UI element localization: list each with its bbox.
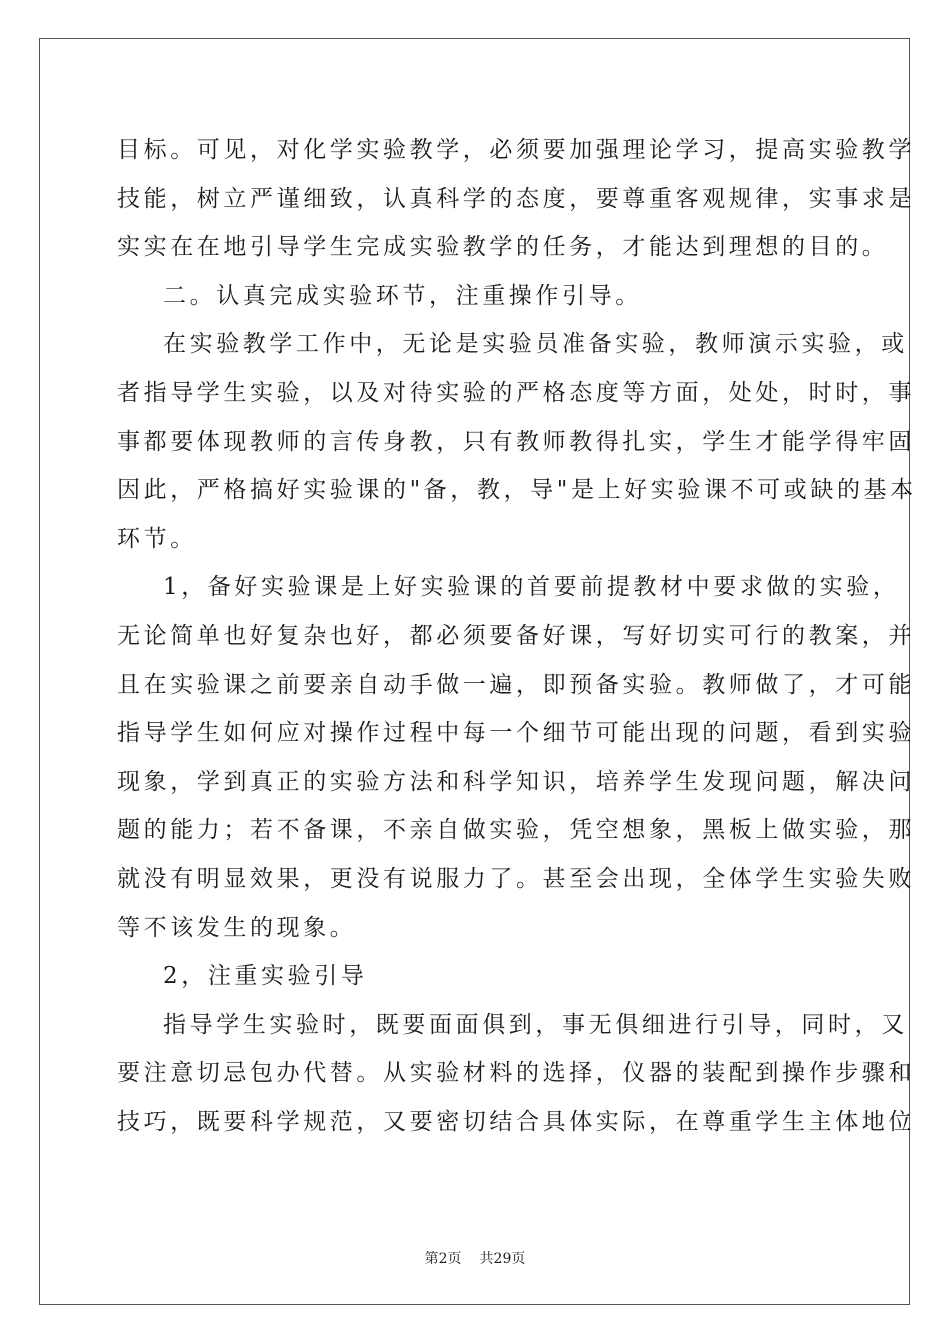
text-line: 实实在在地引导学生完成实验教学的任务，才能达到理想的目的。	[117, 234, 889, 261]
text-line: 者指导学生实验，以及对待实验的严格态度等方面，处处，时时，事	[117, 379, 915, 406]
text-line: 环节。	[117, 525, 197, 552]
text-line: 1，备好实验课是上好实验课的首要前提教材中要求做的实验，	[163, 574, 900, 601]
text-line: 技巧，既要科学规范，又要密切结合具体实际，在尊重学生主体地位	[117, 1108, 915, 1135]
text-line: 就没有明显效果，更没有说服力了。甚至会出现，全体学生实验失败	[117, 865, 915, 892]
text-line: 等不该发生的现象。	[117, 914, 357, 941]
text-line: 指导学生实验时，既要面面俱到，事无俱细进行引导，同时，又	[163, 1011, 908, 1038]
text-line: 因此，严格搞好实验课的"备，教，导"是上好实验课不可或缺的基本	[117, 477, 917, 504]
text-line: 2，注重实验引导	[163, 963, 368, 990]
text-line: 事都要体现教师的言传身教，只有教师教得扎实，学生才能学得牢固	[117, 428, 915, 455]
document-body	[117, 126, 917, 1146]
text-line: 无论简单也好复杂也好，都必须要备好课，写好切实可行的教案，并	[117, 622, 915, 649]
page-number: 第2页	[424, 1251, 462, 1267]
text-line: 在实验教学工作中，无论是实验员准备实验，教师演示实验，或	[163, 331, 908, 358]
text-line: 现象，学到真正的实验方法和科学知识，培养学生发现问题，解决问	[117, 768, 915, 795]
page-footer	[0, 1248, 950, 1268]
text-line: 要注意切忌包办代替。从实验材料的选择，仪器的装配到操作步骤和	[117, 1060, 915, 1087]
page-total: 共29页	[479, 1251, 526, 1267]
text-line: 二。认真完成实验环节，注重操作引导。	[163, 282, 642, 309]
text-line: 且在实验课之前要亲自动手做一遍，即预备实验。教师做了，才可能	[117, 671, 915, 698]
text-line: 技能，树立严谨细致，认真科学的态度，要尊重客观规律，实事求是	[117, 185, 915, 212]
text-line: 题的能力；若不备课，不亲自做实验，凭空想象，黑板上做实验，那	[117, 817, 915, 844]
text-line: 指导学生如何应对操作过程中每一个细节可能出现的问题，看到实验	[117, 720, 915, 747]
text-line: 目标。可见，对化学实验教学，必须要加强理论学习，提高实验教学	[117, 137, 915, 163]
